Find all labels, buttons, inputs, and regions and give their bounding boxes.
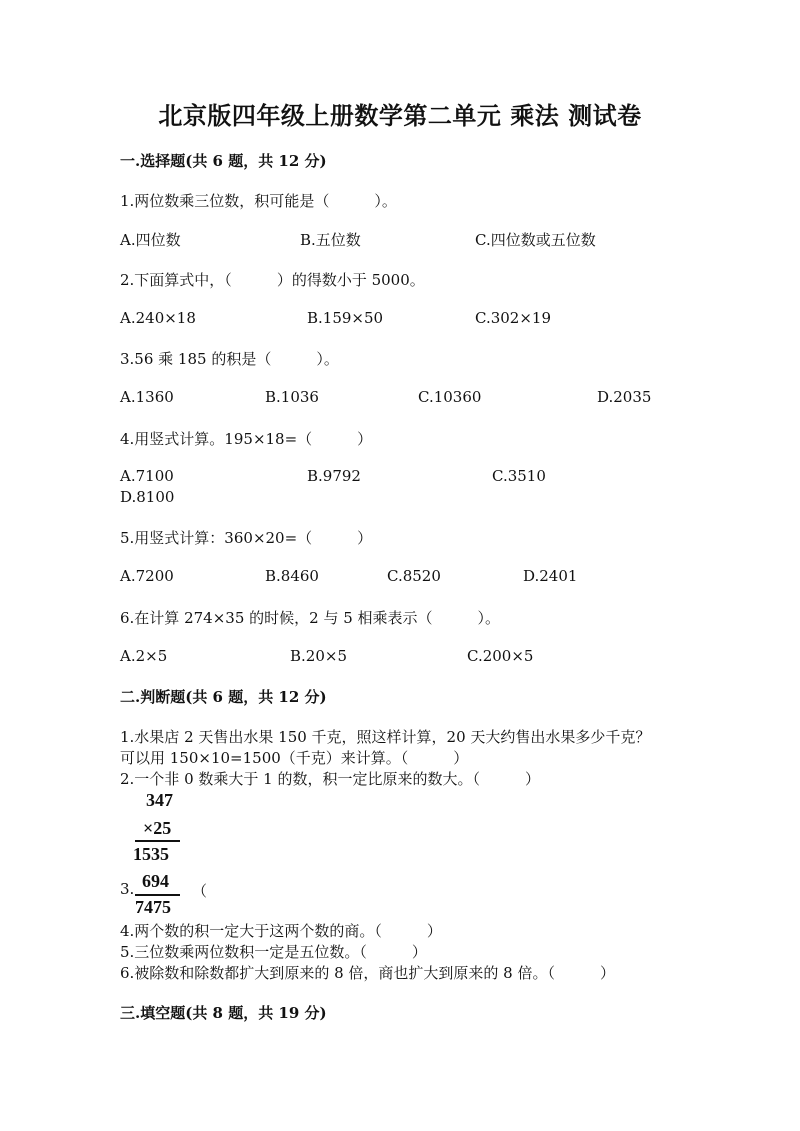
option-c[interactable]: C.四位数或五位数 [475, 231, 596, 249]
option-d[interactable]: D.2401 [523, 567, 578, 585]
question-text: 2.一个非 0 数乘大于 1 的数，积一定比原来的数大。（ ） [120, 770, 540, 788]
option-c[interactable]: C.200×5 [467, 647, 534, 665]
question-text: 6.被除数和除数都扩大到原来的 8 倍，商也扩大到原来的 8 倍。（ ） [120, 964, 615, 982]
option-a[interactable]: A.7200 [120, 567, 174, 585]
partial-product: 1535 [133, 844, 169, 864]
calc-result: 7475 [135, 897, 171, 917]
option-b[interactable]: B.8460 [265, 567, 319, 585]
option-b[interactable]: B.1036 [265, 388, 319, 406]
option-a[interactable]: A.7100 [120, 467, 174, 485]
calc-rule [135, 840, 180, 842]
question-text: 5.用竖式计算：360×20=（ ） [120, 529, 373, 547]
option-a[interactable]: A.四位数 [120, 231, 181, 249]
question-text: 1.水果店 2 天售出水果 150 千克，照这样计算，20 天大约售出水果多少千克？ [120, 728, 651, 746]
option-b[interactable]: B.159×50 [307, 309, 384, 327]
option-b[interactable]: B.五位数 [300, 231, 361, 249]
question-text: 4.用竖式计算。195×18=（ ） [120, 430, 373, 448]
question-text: 2.下面算式中，（ ）的得数小于 5000。 [120, 271, 425, 289]
option-a[interactable]: A.240×18 [120, 309, 196, 327]
question-text: 6.在计算 274×35 的时候，2 与 5 相乘表示（ ）。 [120, 609, 501, 627]
option-d[interactable]: D.8100 [120, 488, 175, 506]
multiplier: ×25 [143, 818, 172, 838]
option-c[interactable]: C.8520 [387, 567, 441, 585]
partial-product: 694 [142, 871, 169, 891]
section-heading-fill: 三.填空题(共 8 题，共 19 分) [120, 1004, 327, 1022]
question-text: 可以用 150×10=1500（千克）来计算。（ ） [120, 749, 469, 767]
option-b[interactable]: B.20×5 [290, 647, 347, 665]
question-number: 3. [120, 880, 135, 898]
section-heading-judge: 二.判断题(共 6 题，共 12 分) [120, 688, 327, 706]
option-a[interactable]: A.1360 [120, 388, 174, 406]
question-text: 3.56 乘 185 的积是（ ）。 [120, 350, 339, 368]
multiplicand: 347 [146, 790, 173, 810]
question-text: 4.两个数的积一定大于这两个数的商。（ ） [120, 922, 442, 940]
page-title: 北京版四年级上册数学第二单元 乘法 测试卷 [158, 101, 642, 130]
answer-bracket: （ [192, 882, 208, 900]
question-text: 1.两位数乘三位数，积可能是（ ）。 [120, 192, 397, 210]
option-b[interactable]: B.9792 [307, 467, 361, 485]
calc-rule [135, 894, 180, 896]
option-d[interactable]: D.2035 [597, 388, 652, 406]
option-a[interactable]: A.2×5 [120, 647, 168, 665]
option-c[interactable]: C.10360 [418, 388, 482, 406]
option-c[interactable]: C.3510 [492, 467, 546, 485]
option-c[interactable]: C.302×19 [475, 309, 551, 327]
question-text: 5.三位数乘两位数积一定是五位数。（ ） [120, 943, 427, 961]
section-heading-choice: 一.选择题(共 6 题，共 12 分) [120, 152, 327, 170]
